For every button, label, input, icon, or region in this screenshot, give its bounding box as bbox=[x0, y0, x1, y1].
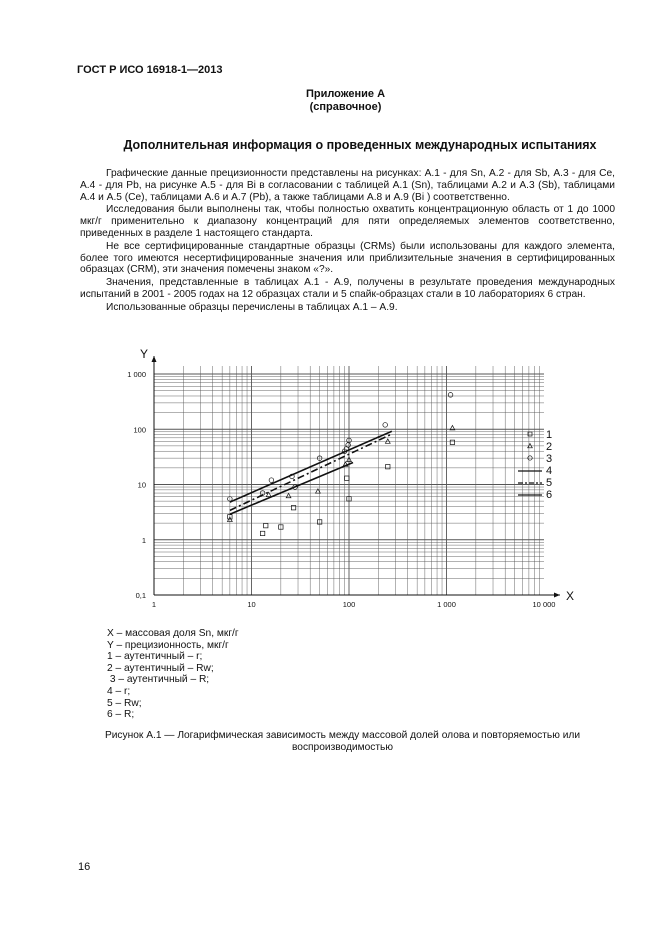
data-point-triangle bbox=[286, 493, 291, 497]
legend-line: 5 – Rw; bbox=[107, 697, 142, 709]
data-point-circle bbox=[269, 478, 274, 483]
data-point-square bbox=[386, 464, 390, 468]
page-number: 16 bbox=[78, 861, 91, 873]
y-tick-label: 1 000 bbox=[127, 370, 146, 379]
data-point-square bbox=[291, 506, 295, 510]
data-point-circle bbox=[383, 423, 388, 428]
y-tick-label: 0,1 bbox=[135, 591, 146, 600]
x-tick-label: 1 000 bbox=[437, 600, 456, 609]
paragraph: Исследования были выполнены так, чтобы полностью охватить концентрационную область от 1 до 1000 мкг/г применительно к диапазону концентраций для пяти определяемых элементов соответственно, приведенных в разделе 1 настоящего стандарта. bbox=[80, 204, 615, 239]
legend-marker-triangle bbox=[528, 444, 533, 448]
paragraph: Не все сертифицированные стандартные образцы (CRMs) были использованы для каждого элемента, более того имеются несертифицированные значения или приблизительные значения в сертифицированных образцах (CRM), эти значения помечены знаком «?». bbox=[80, 240, 615, 276]
body-text bbox=[80, 168, 615, 315]
x-axis-title: X bbox=[566, 589, 575, 603]
legend-label: 3 bbox=[546, 453, 553, 465]
y-axis-arrow bbox=[152, 356, 157, 362]
legend-label: 1 bbox=[546, 429, 553, 441]
legend-label: 2 bbox=[546, 441, 553, 453]
y-axis-title: Y bbox=[140, 347, 149, 361]
data-point-square bbox=[264, 523, 268, 527]
regression-line-5 bbox=[230, 434, 392, 510]
figure-legend bbox=[107, 628, 239, 721]
x-tick-label: 100 bbox=[342, 600, 356, 609]
paragraph: Значения, представленные в таблицах А.1 - А.9, получены в результате проведения международных испытаний в 2001 - 2005 годах на 12 образцах стали и 5 спайк-образцах стали в 10 лабораториях 6 стран. bbox=[80, 277, 615, 300]
y-tick-label: 10 bbox=[137, 480, 146, 490]
legend-marker-square bbox=[528, 432, 532, 436]
data-point-triangle bbox=[385, 439, 390, 443]
legend-label: 6 bbox=[546, 489, 553, 501]
paragraph: Графические данные прецизионности представлены на рисунках: А.1 - для Sn, А.2 - для Sb, А.3 - для Се, А.4 - для Pb, на рисунке А.5 - для Bi в согласовании с таблицей А.1 (Sn), таблицами А.2 и А.3 (Sb), таблицами А.4 и А.5 (Се), таблицами А.6 и А.7 (Pb), а также таблицами А.8 и А.9 (Bi ) соответственно. bbox=[80, 168, 615, 203]
document-header: ГОСТ Р ИСО 16918-1—2013 bbox=[77, 64, 223, 76]
legend-line: 1 – аутентичный – r; bbox=[107, 651, 203, 663]
x-axis-arrow bbox=[554, 593, 560, 598]
legend-label: 5 bbox=[546, 477, 553, 489]
data-point-square bbox=[260, 531, 264, 535]
x-tick-label: 10 000 bbox=[532, 600, 556, 609]
legend-label: 4 bbox=[546, 465, 553, 477]
data-point-square bbox=[450, 440, 454, 444]
figure-caption: Рисунок А.1 — Логарифмическая зависимость между массовой долей олова и повторяемостью или воспроизводимостью bbox=[104, 730, 581, 753]
data-point-square bbox=[345, 476, 349, 480]
appendix-title: Приложение А bbox=[305, 88, 386, 100]
data-point-circle bbox=[346, 443, 351, 448]
appendix-subtitle: (справочное) bbox=[309, 101, 382, 113]
regression-line-6 bbox=[230, 431, 392, 502]
legend-line: X – массовая доля Sn, мкг/г bbox=[107, 628, 239, 639]
legend-line: 3 – аутентичный – R; bbox=[107, 674, 210, 686]
legend-line: 6 – R; bbox=[107, 709, 135, 721]
data-point-circle bbox=[448, 393, 453, 398]
legend-line: 2 – аутентичный – Rw; bbox=[107, 662, 214, 674]
legend-line: 4 – r; bbox=[107, 685, 131, 697]
appendix-heading bbox=[0, 88, 661, 114]
x-tick-label: 10 bbox=[247, 600, 256, 609]
section-title: Дополнительная информация о проведенных международных испытаниях bbox=[123, 138, 597, 152]
x-tick-label: 1 bbox=[151, 600, 157, 609]
y-tick-label: 100 bbox=[133, 425, 146, 435]
precision-chart bbox=[100, 345, 575, 620]
paragraph: Использованные образцы перечислены в таблицах А.1 – А.9. bbox=[106, 301, 398, 313]
y-tick-label: 1 bbox=[141, 535, 146, 545]
legend-line: Y – прецизионность, мкг/г bbox=[107, 639, 229, 651]
